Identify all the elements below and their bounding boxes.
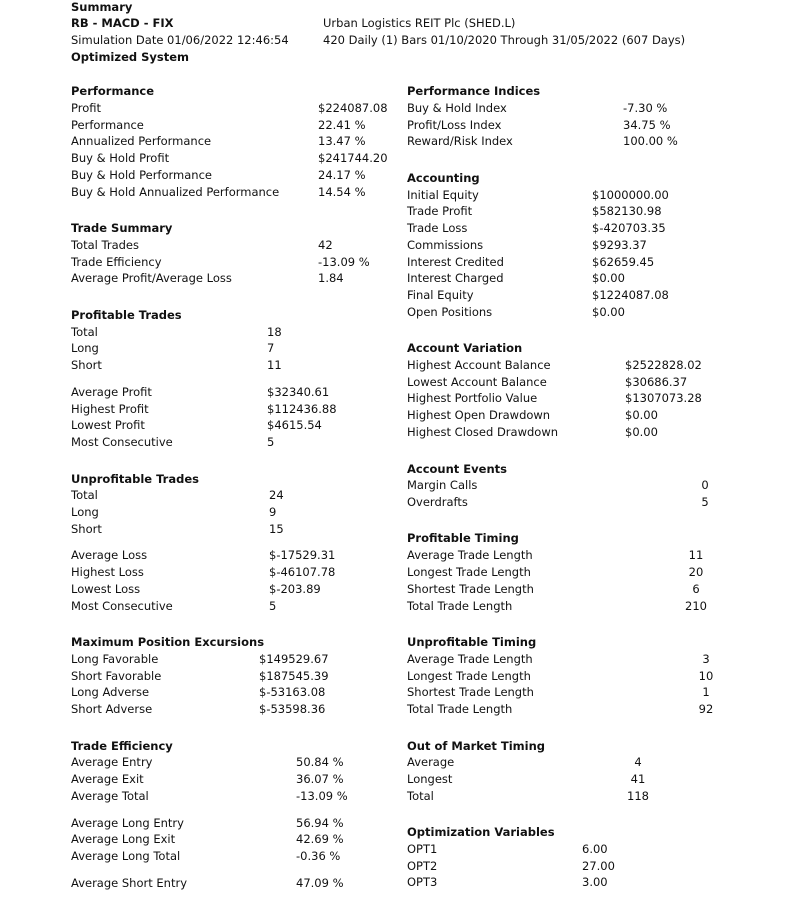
optimized-label: Optimized System (71, 50, 190, 64)
optimization-variable-value: 27.00 (582, 859, 615, 873)
trade-efficiency-row-value: -13.09 % (296, 789, 348, 803)
trade-efficiency-row-value: 42.69 % (296, 832, 344, 846)
performance-row-label: Performance (71, 118, 144, 132)
out-of-market-row-value: 4 (634, 755, 642, 769)
unprofitable-timing-row-label: Average Trade Length (407, 652, 533, 666)
optimization-variable-label: OPT3 (407, 875, 438, 889)
trade-summary-row-value: 1.84 (318, 271, 344, 285)
trade-summary-row-label: Average Profit/Average Loss (71, 271, 232, 285)
unprofitable-trades-row-label: Total (71, 488, 98, 502)
trade-efficiency-row-label: Average Total (71, 789, 149, 803)
trade-efficiency-row-label: Average Exit (71, 772, 144, 786)
accounting-row-value: $9293.37 (592, 238, 647, 252)
accounting-title: Accounting (407, 171, 480, 185)
profitable-timing-row-value: 11 (688, 548, 704, 562)
profitable-timing-row-value: 210 (685, 599, 707, 613)
performance-row-value: 24.17 % (318, 168, 366, 182)
account-variation-row-value: $30686.37 (625, 375, 688, 389)
profitable-trades-row-label: Lowest Profit (71, 418, 145, 432)
unprofitable-timing-row-label: Shortest Trade Length (407, 685, 534, 699)
profitable-trades-row-label: Average Profit (71, 385, 152, 399)
trade-efficiency-row-label: Average Long Total (71, 849, 181, 863)
unprofitable-trades-row-value: 9 (269, 505, 277, 519)
trade-efficiency-row-value: 50.84 % (296, 755, 344, 769)
performance-indices-title: Performance Indices (407, 84, 541, 98)
performance-row-value: 14.54 % (318, 185, 366, 199)
profitable-trades-row-label: Highest Profit (71, 402, 149, 416)
account-events-title: Account Events (407, 462, 507, 476)
excursion-row-value: $187545.39 (259, 669, 329, 683)
performance-row-value: $224087.08 (318, 101, 388, 115)
accounting-row-label: Final Equity (407, 288, 474, 302)
excursion-row-value: $-53163.08 (259, 685, 326, 699)
profitable-timing-row-label: Average Trade Length (407, 548, 533, 562)
out-of-market-row-label: Longest (407, 772, 453, 786)
accounting-row-label: Trade Profit (407, 204, 473, 218)
account-variation-row-value: $1307073.28 (625, 391, 702, 405)
unprofitable-trades-row-label: Highest Loss (71, 565, 144, 579)
excursion-row-value: $-53598.36 (259, 702, 326, 716)
profitable-trades-row-value: 7 (267, 341, 275, 355)
performance-indices-row-value: 34.75 % (623, 118, 671, 132)
trade-summary-row-value: -13.09 % (318, 255, 370, 269)
account-events-row-label: Margin Calls (407, 478, 478, 492)
trade-summary-row-label: Trade Efficiency (71, 255, 162, 269)
account-variation-row-label: Highest Closed Drawdown (407, 425, 559, 439)
excursion-row-value: $149529.67 (259, 652, 329, 666)
out-of-market-row-value: 118 (627, 789, 649, 803)
performance-row-value: $241744.20 (318, 151, 388, 165)
unprofitable-timing-row-value: 1 (702, 685, 710, 699)
account-variation-row-label: Lowest Account Balance (407, 375, 547, 389)
unprofitable-trades-row-label: Long (71, 505, 99, 519)
profitable-trades-row-value: 18 (267, 325, 282, 339)
unprofitable-trades-row-label: Lowest Loss (71, 582, 141, 596)
unprofitable-trades-row-value: 5 (269, 599, 277, 613)
summary-title: Summary (71, 0, 133, 14)
account-events-row-value: 5 (701, 495, 709, 509)
trade-efficiency-row-label: Average Short Entry (71, 876, 187, 890)
account-variation-row-label: Highest Account Balance (407, 358, 551, 372)
unprofitable-trades-title: Unprofitable Trades (71, 472, 199, 486)
trade-efficiency-row-label: Average Long Entry (71, 816, 184, 830)
profitable-trades-row-value: 11 (267, 358, 282, 372)
excursion-row-label: Short Favorable (71, 669, 162, 683)
account-variation-row-value: $0.00 (625, 408, 658, 422)
account-variation-row-value: $0.00 (625, 425, 658, 439)
profitable-trades-row-label: Short (71, 358, 102, 372)
accounting-row-value: $1000000.00 (592, 188, 669, 202)
excursion-row-label: Long Favorable (71, 652, 159, 666)
unprofitable-timing-row-value: 3 (702, 652, 710, 666)
performance-row-label: Buy & Hold Profit (71, 151, 170, 165)
unprofitable-trades-row-value: $-17529.31 (269, 548, 336, 562)
max-position-excursions-title: Maximum Position Excursions (71, 635, 265, 649)
profitable-trades-row-label: Long (71, 341, 99, 355)
account-variation-row-label: Highest Portfolio Value (407, 391, 538, 405)
performance-indices-row-value: -7.30 % (623, 101, 668, 115)
unprofitable-trades-row-value: $-203.89 (269, 582, 321, 596)
account-events-row-label: Overdrafts (407, 495, 468, 509)
unprofitable-timing-row-value: 92 (698, 702, 714, 716)
out-of-market-row-value: 41 (630, 772, 646, 786)
accounting-row-value: $1224087.08 (592, 288, 669, 302)
profitable-timing-row-value: 20 (688, 565, 704, 579)
profitable-timing-row-label: Total Trade Length (407, 599, 513, 613)
performance-title: Performance (71, 84, 155, 98)
performance-row-value: 22.41 % (318, 118, 366, 132)
accounting-row-value: $582130.98 (592, 204, 662, 218)
optimization-variable-value: 6.00 (582, 842, 608, 856)
profitable-trades-row-value: 5 (267, 435, 275, 449)
performance-row-label: Profit (71, 101, 101, 115)
trade-summary-row-value: 42 (318, 238, 333, 252)
out-of-market-row-label: Average (407, 755, 455, 769)
trade-efficiency-row-value: 47.09 % (296, 876, 344, 890)
unprofitable-timing-row-label: Total Trade Length (407, 702, 513, 716)
account-variation-row-label: Highest Open Drawdown (407, 408, 551, 422)
unprofitable-trades-row-value: 15 (269, 522, 284, 536)
trade-efficiency-row-label: Average Entry (71, 755, 153, 769)
unprofitable-trades-row-label: Most Consecutive (71, 599, 173, 613)
optimization-variables-title: Optimization Variables (407, 825, 555, 839)
simulation-date: Simulation Date 01/06/2022 12:46:54 (71, 33, 289, 47)
trade-summary-title: Trade Summary (71, 221, 173, 235)
optimization-variable-label: OPT1 (407, 842, 438, 856)
excursion-row-label: Short Adverse (71, 702, 153, 716)
profitable-timing-row-label: Longest Trade Length (407, 565, 531, 579)
profitable-trades-row-value: $4615.54 (267, 418, 322, 432)
accounting-row-value: $62659.45 (592, 255, 655, 269)
performance-indices-row-label: Reward/Risk Index (407, 134, 513, 148)
performance-indices-row-label: Buy & Hold Index (407, 101, 507, 115)
out-of-market-row-label: Total (407, 789, 434, 803)
trade-efficiency-row-value: -0.36 % (296, 849, 341, 863)
performance-row-label: Annualized Performance (71, 134, 212, 148)
performance-row-label: Buy & Hold Annualized Performance (71, 185, 280, 199)
account-events-row-value: 0 (701, 478, 709, 492)
profitable-trades-title: Profitable Trades (71, 308, 182, 322)
accounting-row-label: Interest Charged (407, 271, 504, 285)
performance-indices-row-label: Profit/Loss Index (407, 118, 502, 132)
profitable-timing-row-value: 6 (692, 582, 700, 596)
performance-indices-row-value: 100.00 % (623, 134, 678, 148)
accounting-row-label: Open Positions (407, 305, 493, 319)
instrument-name: Urban Logistics REIT Plc (SHED.L) (323, 16, 516, 30)
accounting-row-value: $0.00 (592, 271, 625, 285)
performance-row-value: 13.47 % (318, 134, 366, 148)
accounting-row-label: Commissions (407, 238, 484, 252)
optimization-variable-label: OPT2 (407, 859, 438, 873)
unprofitable-timing-title: Unprofitable Timing (407, 635, 537, 649)
bars-info: 420 Daily (1) Bars 01/10/2020 Through 31/05/2022 (607 Days) (323, 33, 686, 47)
accounting-row-value: $0.00 (592, 305, 625, 319)
profitable-trades-row-label: Most Consecutive (71, 435, 173, 449)
unprofitable-timing-row-value: 10 (698, 669, 714, 683)
account-variation-title: Account Variation (407, 341, 523, 355)
accounting-row-label: Interest Credited (407, 255, 504, 269)
out-of-market-timing-title: Out of Market Timing (407, 739, 546, 753)
trade-efficiency-title: Trade Efficiency (71, 739, 173, 753)
excursion-row-label: Long Adverse (71, 685, 150, 699)
unprofitable-timing-row-label: Longest Trade Length (407, 669, 531, 683)
profitable-timing-row-label: Shortest Trade Length (407, 582, 534, 596)
trade-efficiency-row-value: 56.94 % (296, 816, 344, 830)
system-name: RB - MACD - FIX (71, 16, 174, 30)
accounting-row-label: Trade Loss (407, 221, 468, 235)
trade-efficiency-row-label: Average Long Exit (71, 832, 176, 846)
profitable-trades-row-value: $112436.88 (267, 402, 337, 416)
account-variation-row-value: $2522828.02 (625, 358, 702, 372)
optimization-variable-value: 3.00 (582, 875, 608, 889)
trade-summary-row-label: Total Trades (71, 238, 139, 252)
unprofitable-trades-row-label: Short (71, 522, 102, 536)
profitable-timing-title: Profitable Timing (407, 531, 519, 545)
unprofitable-trades-row-label: Average Loss (71, 548, 148, 562)
profitable-trades-row-value: $32340.61 (267, 385, 330, 399)
accounting-row-label: Initial Equity (407, 188, 479, 202)
unprofitable-trades-row-value: $-46107.78 (269, 565, 336, 579)
trade-efficiency-row-value: 36.07 % (296, 772, 344, 786)
profitable-trades-row-label: Total (71, 325, 98, 339)
accounting-row-value: $-420703.35 (592, 221, 666, 235)
unprofitable-trades-row-value: 24 (269, 488, 284, 502)
performance-row-label: Buy & Hold Performance (71, 168, 212, 182)
